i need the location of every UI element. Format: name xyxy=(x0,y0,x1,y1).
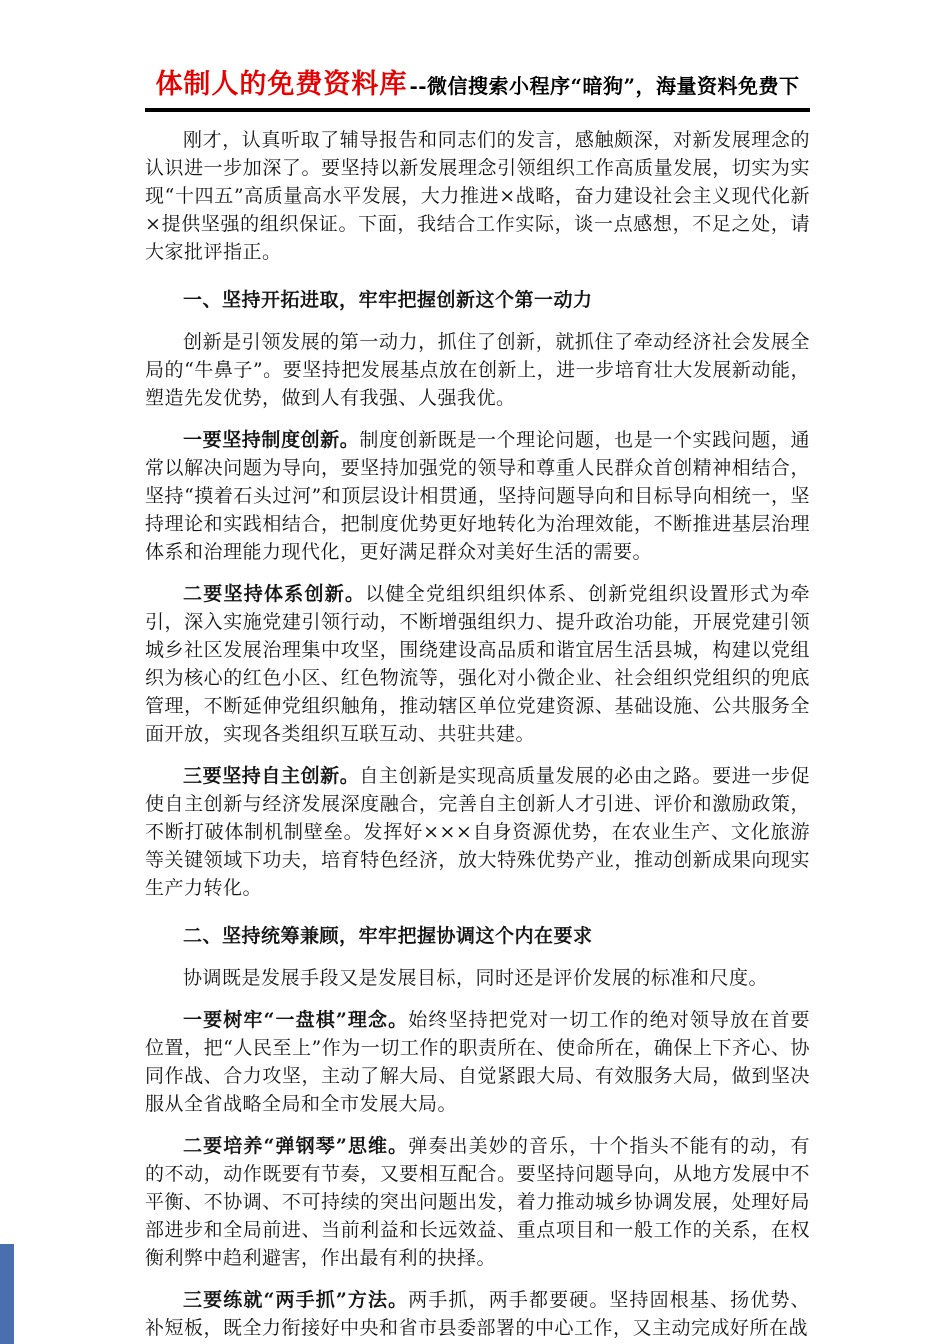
section-heading: 二、坚持统筹兼顾，牢牢把握协调这个内在要求 xyxy=(183,925,593,947)
promo-tagline: --微信搜索小程序“暗狗”，海量资料免费下 xyxy=(409,74,800,98)
paragraph: 协调既是发展手段又是发展目标，同时还是评价发展的标准和尺度。 xyxy=(183,967,769,989)
paragraph: 三要练就“两手抓”方法。两手抓，两手都要硬。坚持固根基、扬优势、补短板，既全力衔接好中央和省市县委部署的中心工作，又主动完成好所在战 xyxy=(145,1289,810,1339)
paragraph-lead: 二要培养“弹钢琴”思维。 xyxy=(183,1135,409,1157)
section-heading: 一、坚持开拓进取，牢牢把握创新这个第一动力 xyxy=(183,289,593,311)
paragraph-lead: 一要坚持制度创新。 xyxy=(183,429,360,451)
paragraph: 一要树牢“一盘棋”理念。始终坚持把党对一切工作的绝对领导放在首要位置，把“人民至上”作为一切工作的职责所在、使命所在，确保上下齐心、协同作战、合力攻坚，主动了解大局、自觉紧跟大局、有效服务大局，做到坚决服从全省战略全局和全市发展大局。 xyxy=(145,1009,810,1115)
paragraph: 一要坚持制度创新。制度创新既是一个理论问题，也是一个实践问题，通常以解决问题为导向，要坚持加强党的领导和尊重人民群众首创精神相结合，坚持“摸着石头过河”和顶层设计相贯通，坚持问题导向和目标导向相统一，坚持理论和实践相结合，把制度优势更好地转化为治理效能，不断推进基层治理体系和治理能力现代化，更好满足群众对美好生活的需要。 xyxy=(145,429,810,563)
paragraph-lead: 一要树牢“一盘棋”理念。 xyxy=(183,1009,409,1031)
paragraph-lead: 二要坚持体系创新。 xyxy=(183,583,366,605)
document-body xyxy=(145,126,810,1342)
promo-brand-title: 体制人的免费资料库 xyxy=(155,69,408,100)
paragraph: 二要培养“弹钢琴”思维。弹奏出美妙的音乐，十个指头不能有的动，有的不动，动作既要有节奏，又要相互配合。要坚持问题导向，从地方发展中不平衡、不协调、不可持续的突出问题出发，着力推动城乡协调发展，处理好局部进步和全局前进、当前利益和长远效益、重点项目和一般工作的关系，在权衡利弊中趋利避害，作出最有利的抉择。 xyxy=(145,1135,810,1269)
paragraph: 刚才，认真听取了辅导报告和同志们的发言，感触颇深，对新发展理念的认识进一步加深了。要坚持以新发展理念引领组织工作高质量发展，切实为实现“十四五”高质量高水平发展，大力推进×战略，奋力建设社会主义现代化新×提供坚强的组织保证。下面，我结合工作实际，谈一点感想，不足之处，请大家批评指正。 xyxy=(145,129,810,263)
paragraph-lead: 三要坚持自主创新。 xyxy=(183,765,360,787)
paragraph: 创新是引领发展的第一动力，抓住了创新，就抓住了牵动经济社会发展全局的“牛鼻子”。要坚持把发展基点放在创新上，进一步培育壮大发展新动能，塑造先发优势，做到人有我强、人强我优。 xyxy=(145,331,810,409)
bottom-left-blue-bar xyxy=(0,1244,14,1344)
paragraph: 三要坚持自主创新。自主创新是实现高质量发展的必由之路。要进一步促使自主创新与经济发展深度融合，完善自主创新人才引进、评价和激励政策，不断打破体制机制壁垒。发挥好×××自身资源优势，在农业生产、文化旅游等关键领域下功夫，培育特色经济，放大特殊优势产业，推动创新成果向现实生产力转化。 xyxy=(145,765,810,899)
paragraph-lead: 三要练就“两手抓”方法。 xyxy=(183,1289,409,1311)
paragraph: 二要坚持体系创新。以健全党组织组织体系、创新党组织设置形式为牵引，深入实施党建引领行动，不断增强组织力、提升政治功能，开展党建引领城乡社区发展治理集中攻坚，围绕建设高品质和谐宜居生活县城，构建以党组织为核心的红色小区、红色物流等，强化对小微企业、社会组织党组织的兜底管理，不断延伸党组织触角，推动辖区单位党建资源、基础设施、公共服务全面开放，实现各类组织互联互动、共驻共建。 xyxy=(145,583,810,745)
promo-header xyxy=(145,62,810,112)
